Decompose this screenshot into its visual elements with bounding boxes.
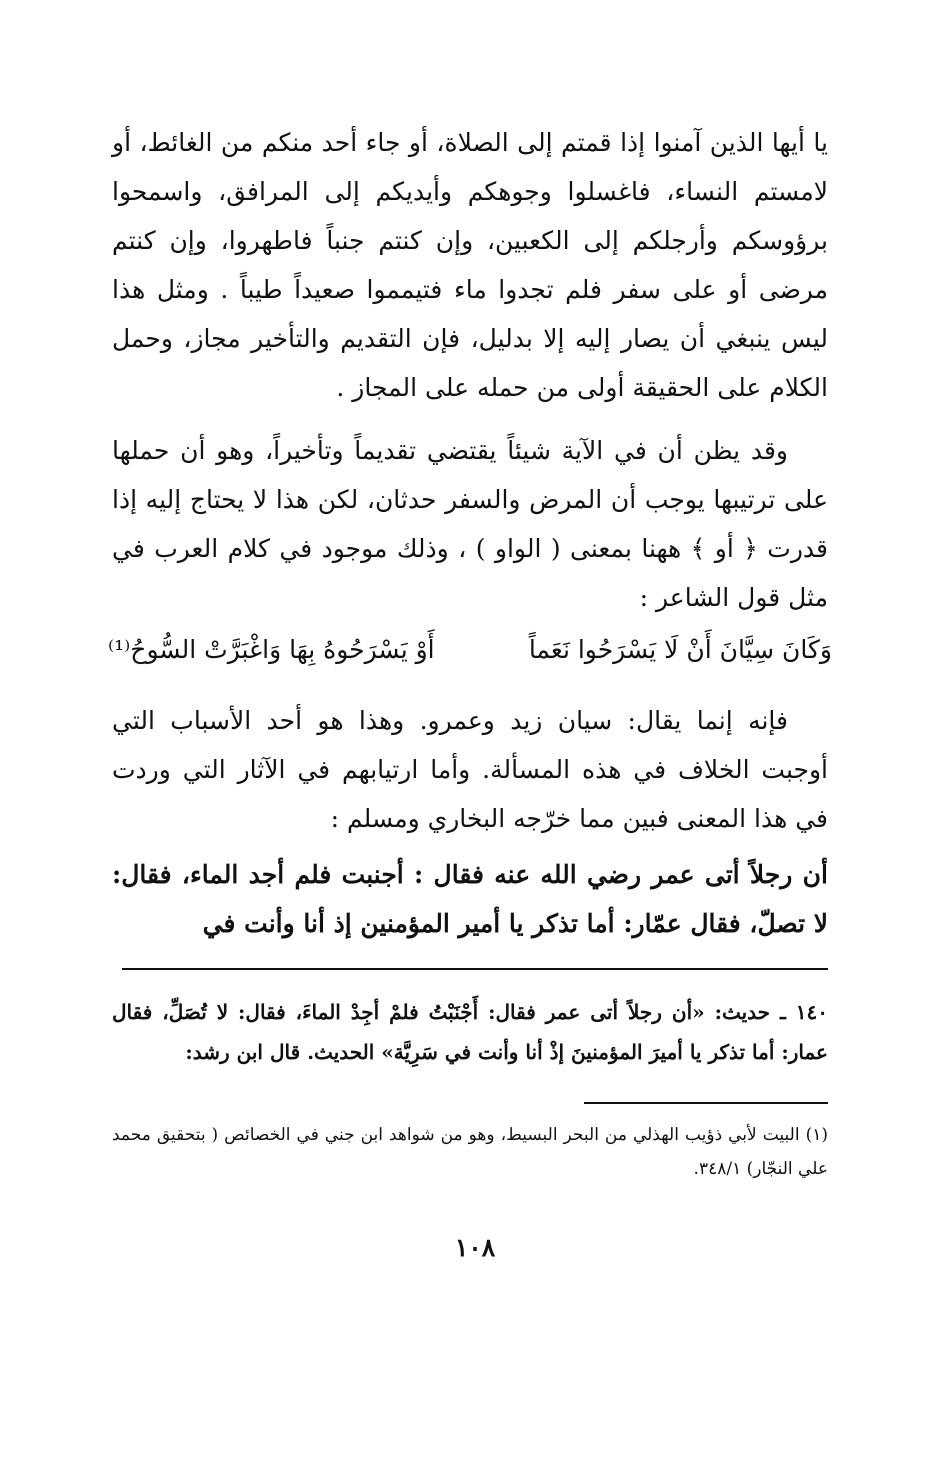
- body-paragraph-3: فإنه إنما يقال: سيان زيد وعمرو. وهذا هو أحد الأسباب التي أوجبت الخلاف في هذه المسألة. وأما ارتيابهم في الآثار التي وردت في هذا المعنى فبين مما خرّجه البخاري ومسلم :: [112, 706, 828, 833]
- body-paragraph-1: يا أيها الذين آمنوا إذا قمتم إلى الصلاة، أو جاء أحد منكم من الغائط، أو لامستم النساء، فاغسلوا وجوهكم وأيديكم إلى المرافق، واسمحوا برؤوسكم وأرجلكم إلى الكعبين، وإن كنتم جنباً فاطهروا، وإن كنتم مرضى أو على سفر فلم تجدوا ماء فتيمموا صعيداً طيباً . ومثل هذا ليس ينبغي أن يصار إليه إلا بدليل، فإن التقديم والتأخير مجاز، وحمل الكلام على الحقيقة أولى من حمله على المجاز .: [112, 128, 828, 402]
- poetry-verse: [108, 628, 832, 672]
- commentary-divider: [122, 968, 828, 970]
- page-number: ١٠٨: [454, 1233, 496, 1262]
- verse-second-hemistich: أَوْ يَسْرَحُوهُ بِهَا وَاغْبَرَّتْ السُّوحُ⁽¹⁾: [108, 635, 435, 664]
- footnote: (١) البيت لأبي ذؤيب الهذلي من البحر البسيط، وهو من شواهد ابن جني في الخصائص ( بتحقيق محمد علي النجّار) ٣٤٨/١.: [112, 1125, 828, 1179]
- hadith-quotation: أن رجلاً أتى عمر رضي الله عنه فقال : أجنبت فلم أجد الماء، فقال: لا تصلّ، فقال عمّار: أما تذكر يا أمير المؤمنين إذ أنا وأنت في: [112, 860, 828, 938]
- hadith-commentary: ١٤٠ ـ حديث: «أن رجلاً أتى عمر فقال: أَجْنَبْتُ فلمْ أجِدْ الماءَ، فقال: لا تُصَلِّ، فقال عمار: أما تذكر يا أميرَ المؤمنينَ إذْ أنا وأنت في سَرِيَّة» الحديث. قال ابن رشد:: [112, 1000, 828, 1064]
- footnote-divider: [584, 1102, 828, 1104]
- verse-first-hemistich: وَكَانَ سِيَّانَ أَنْ لَا يَسْرَحُوا نَعَماً: [528, 635, 832, 664]
- body-paragraph-2: وقد يظن أن في الآية شيئاً يقتضي تقديماً وتأخيراً، وهو أن حملها على ترتيبها يوجب أن المرض والسفر حدثان، لكن هذا لا يحتاج إليه إذا قدرت ﴿ أو ﴾ ههنا بمعنى ( الواو ) ، وذلك موجود في كلام العرب في مثل قول الشاعر :: [112, 436, 828, 612]
